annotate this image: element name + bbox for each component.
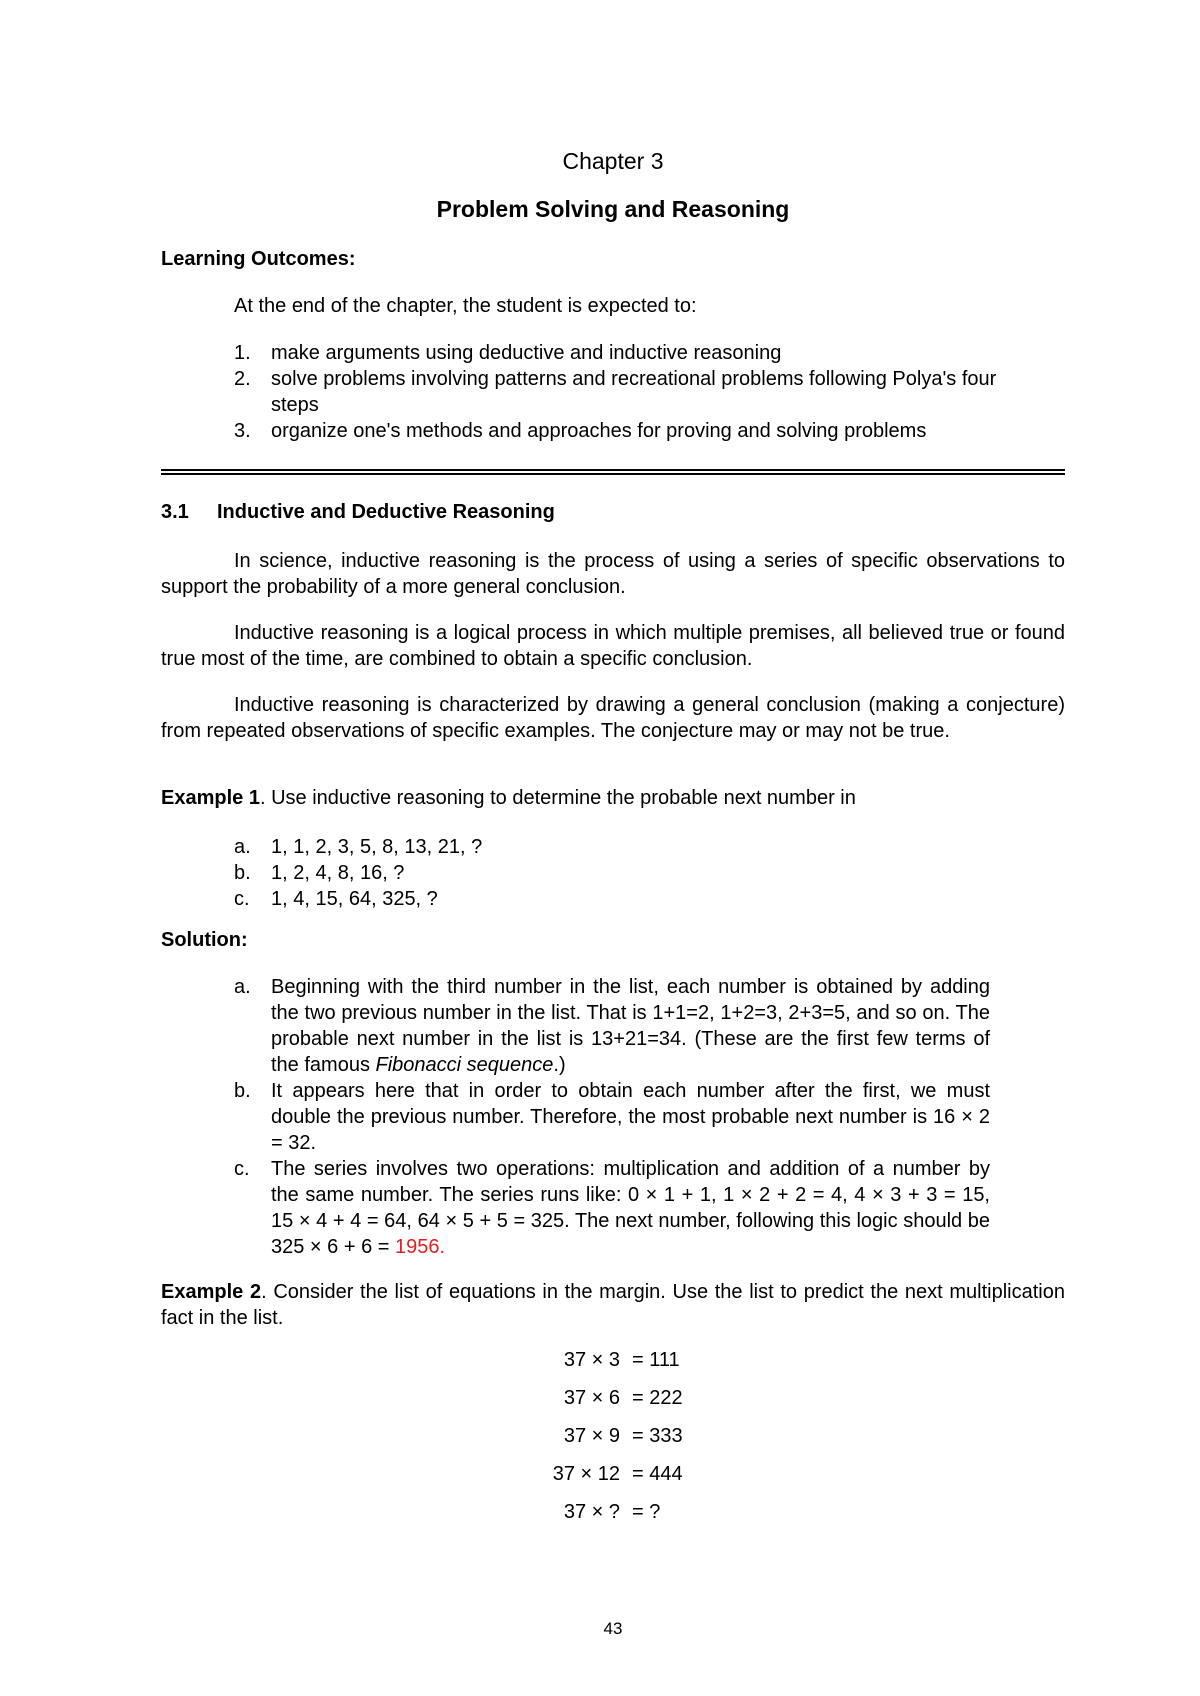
list-letter: c. [234,888,250,910]
equation-rhs: = 111 [632,1349,680,1371]
solution-a-text [271,974,990,1078]
equation-list [537,1349,683,1539]
chapter-title: Problem Solving and Reasoning [436,196,790,222]
example-text: . Consider the list of equations in the margin. Use the list to predict the next multiplication fact in the list. [161,1281,1065,1329]
list-item [234,834,482,860]
list-item [234,340,1014,366]
list-item [234,860,482,886]
list-item [234,974,990,1078]
list-item [234,1078,990,1156]
list-letter: c. [234,1158,250,1180]
list-item [234,886,482,912]
list-number: 1. [234,342,251,364]
section-heading [161,501,555,524]
solution-b-text: It appears here that in order to obtain each number after the first, we must double the previous number. Therefore, the most probable next number is 16 × 2 = 32. [271,1080,990,1154]
section-number: 3.1 [161,501,189,523]
equation-lhs: 37 × 6 [563,1387,620,1409]
list-letter: b. [234,1080,251,1102]
chapter-label: Chapter 3 [562,148,664,174]
learning-outcomes-list [234,340,1014,444]
equation-rhs: = 333 [632,1425,683,1447]
fibonacci-term: Fibonacci sequence [375,1054,554,1076]
document-page [161,0,1065,1696]
text-run: The series involves two operations: multiplication and addition of a number by the same number. The series runs like: 0 × 1 + 1, 1 × 2 + 2 = 4, 4 × 3 + 3 = 15, 15 × 4 + 4 = 64, 64 × 5 + 5 = 325. The next number, following this logic should be 325 × 6 + 6 = [271,1158,990,1258]
list-item [234,418,1014,444]
solution-c-text [271,1156,990,1260]
equation-rhs: = 444 [632,1463,683,1485]
paragraph: In science, inductive reasoning is the process of using a series of specific observations to support the probability of a more general conclusion. [161,550,1065,598]
paragraph: Inductive reasoning is characterized by drawing a general conclusion (making a conjecture) from repeated observations of specific examples. The conjecture may or may not be true. [161,694,1065,742]
list-text: organize one's methods and approaches for proving and solving problems [271,420,927,442]
list-letter: b. [234,862,251,884]
example-label: Example 2 [161,1281,262,1303]
equation-row [537,1501,683,1539]
list-item [234,366,1014,418]
equation-lhs: 37 × 9 [563,1425,620,1447]
equation-lhs: 37 × 12 [552,1463,620,1485]
list-text: 1, 2, 4, 8, 16, ? [271,862,405,884]
example-1-list [234,834,482,912]
section-title: Inductive and Deductive Reasoning [217,501,555,523]
solution-heading: Solution: [161,929,248,951]
list-number: 2. [234,368,251,390]
example-2-prompt [161,1279,1065,1331]
paragraph: Inductive reasoning is a logical process in which multiple premises, all believed true or found true most of the time, are combined to obtain a specific conclusion. [161,622,1065,670]
equation-row [537,1349,683,1387]
equation-lhs: 37 × ? [563,1501,620,1523]
list-item [234,1156,990,1260]
answer-highlight: 1956. [395,1236,446,1258]
list-text: solve problems involving patterns and recreational problems following Polya's four steps [271,368,997,416]
learning-outcomes-heading: Learning Outcomes: [161,248,356,270]
list-text: make arguments using deductive and inductive reasoning [271,342,782,364]
list-text: 1, 1, 2, 3, 5, 8, 13, 21, ? [271,836,483,858]
list-number: 3. [234,420,251,442]
equation-row [537,1387,683,1425]
equation-row [537,1463,683,1501]
list-letter: a. [234,976,251,998]
text-run: .) [553,1054,566,1076]
learning-outcomes-intro: At the end of the chapter, the student is expected to: [234,295,697,317]
list-letter: a. [234,836,251,858]
text-run: Beginning with the third number in the list, each number is obtained by adding the two previous number in the list. That is 1+1=2, 1+2=3, 2+3=5, and so on. The probable next number in the list is 13+21=34. (These are the first few terms of the famous [271,976,990,1076]
equation-row [537,1425,683,1463]
equation-rhs: = 222 [632,1387,683,1409]
example-1-prompt [161,787,856,810]
example-label: Example 1 [161,787,260,809]
page-number: 43 [603,1619,623,1638]
equation-rhs: = ? [632,1501,661,1523]
solution-list [234,974,990,1260]
double-divider [161,469,1065,475]
example-text: . Use inductive reasoning to determine the probable next number in [259,787,856,809]
equation-lhs: 37 × 3 [563,1349,620,1371]
list-text: 1, 4, 15, 64, 325, ? [271,888,438,910]
